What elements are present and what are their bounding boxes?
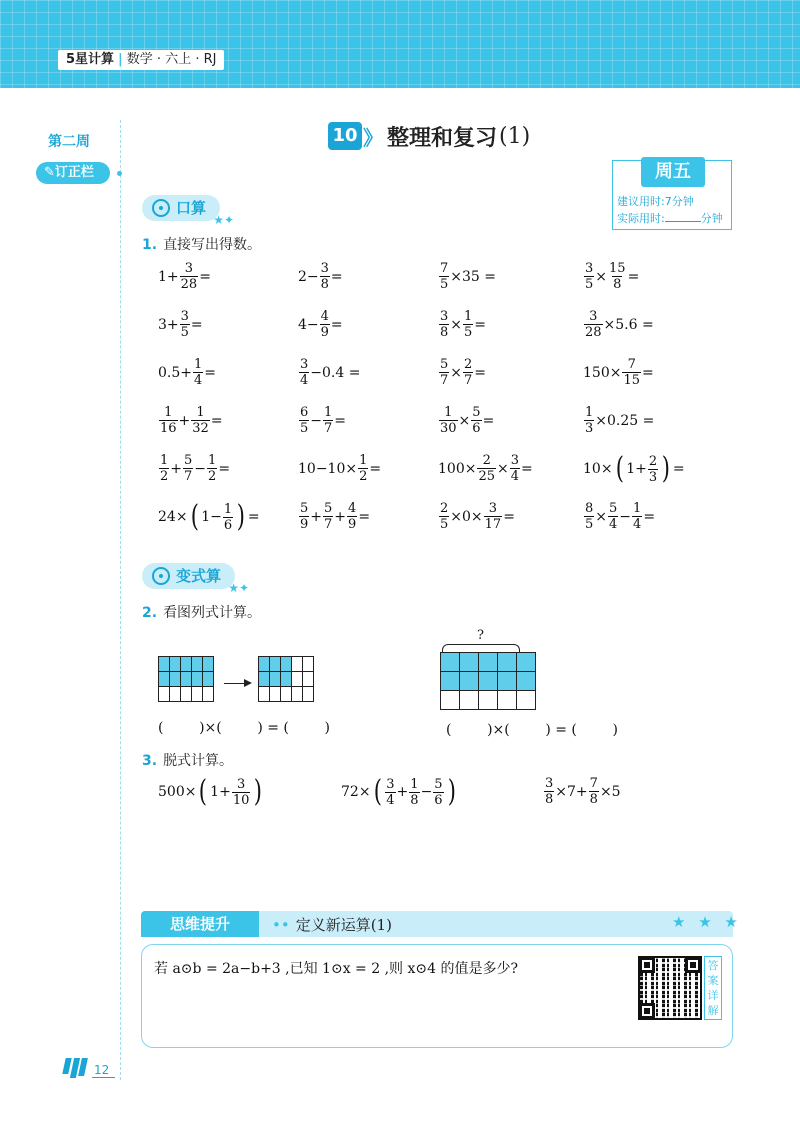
separator: | (118, 52, 123, 67)
problem: $\frac{8}{5}$ × $\frac{5}{4}$ − $\frac{1}{4}$ = (585, 501, 656, 532)
book-label (58, 50, 224, 70)
problem: 3+ $\frac{3}{5}$ = (158, 309, 203, 340)
problem: $\frac{5}{7}$ × $\frac{2}{7}$ = (440, 357, 487, 388)
time-blank[interactable] (665, 212, 701, 222)
expression-1: 500× ( 1+ $\frac{3}{10}$ ) (158, 774, 263, 809)
problem: 4− $\frac{4}{9}$ = (298, 309, 343, 340)
brand: 5星计算 (66, 52, 115, 67)
qr-code-icon[interactable] (638, 956, 702, 1020)
suggested-time: 建议用时:7分钟 (617, 195, 694, 208)
day-label: 周五 (641, 157, 705, 187)
stopwatch-icon (152, 199, 170, 217)
problem: 3 4 −0.4 = (300, 357, 361, 388)
lesson-number: 10 (328, 122, 362, 150)
problem: 150× $\frac{7}{15}$ = (583, 357, 654, 388)
day-panel (612, 160, 732, 230)
lesson-name: 整理和复习 (387, 125, 498, 151)
problem: $\frac{1}{30}$ × $\frac{5}{6}$ = (440, 405, 495, 436)
problem: 10−10× $\frac{1}{2}$ = (298, 453, 382, 484)
problem: $\frac{3}{28}$ ×5.6 = (585, 309, 654, 340)
problem: 5 9 + $\frac{5}{7}$ + $\frac{4}{9}$ = (300, 501, 371, 532)
question-3: 3. 脱式计算。 (142, 753, 234, 769)
problem: $\frac{2}{5}$ ×0× $\frac{3}{17}$ = (440, 501, 515, 532)
problem: $\frac{3}{5}$ × $\frac{15}{8}$ = (585, 261, 640, 292)
problem: 1+ $\frac{3}{28}$ = (158, 261, 211, 292)
arrow-right-icon (224, 683, 250, 684)
problem: 10× ( 1+ $\frac{2}{3}$ ) = (583, 451, 685, 486)
section-oral: 口算 ★✦ (142, 195, 220, 221)
problem: 6 5 − $\frac{1}{7}$ = (300, 405, 347, 436)
books-icon (64, 1058, 86, 1078)
page-number: 12 (64, 1058, 115, 1078)
problem: $\frac{3}{8}$ × $\frac{1}{5}$ = (440, 309, 487, 340)
brace-label: ? (477, 628, 484, 643)
problem: 1 2 + $\frac{5}{7}$ − $\frac{1}{2}$ = (160, 453, 231, 484)
thinking-question: 若 a⊙b = 2a−b+3 ,已知 1⊙x = 2 ,则 x⊙4 的值是多少? (154, 961, 518, 977)
problem: 100× $\frac{2}{25}$ × $\frac{3}{4}$ = (438, 453, 533, 484)
margin-divider (120, 120, 121, 1080)
section-variant: 变式算 ★✦ (142, 563, 235, 589)
problem: 2− $\frac{3}{8}$ = (298, 261, 343, 292)
problem: $\frac{1}{3}$ ×0.25 = (585, 405, 655, 436)
grid-figure-2 (258, 656, 314, 702)
star-rating: ★ ★ ★ (672, 913, 742, 931)
question-1: 1. 直接写出得数。 (142, 237, 262, 253)
expression-3: $\frac{3}{8}$ ×7+ $\frac{7}{8}$ ×5 (545, 776, 621, 807)
star-icon: ★✦ (213, 213, 235, 227)
grid-figure-1 (158, 656, 214, 702)
expression-2: 72× ( 3 4 + $\frac{1}{8}$ − $\frac{5}{6}$ ) (341, 774, 456, 809)
target-icon (152, 567, 170, 585)
problem: 24× ( 1− $\frac{1}{6}$ ) = (158, 499, 260, 534)
actual-time: 实际用时: 分钟 (617, 212, 723, 225)
lesson-part: (1) (499, 123, 531, 149)
lesson-title (328, 120, 530, 152)
header-banner (0, 0, 800, 88)
grid-figure-3 (440, 652, 536, 710)
thinking-subtitle: •• 定义新运算(1) (272, 916, 392, 934)
problem: 0.5+ $\frac{1}{4}$ = (158, 357, 217, 388)
problem: $\frac{7}{5}$ ×35 = (440, 261, 497, 292)
star-icon: ★✦ (228, 581, 250, 595)
correction-tag: ✎订正栏 (36, 162, 110, 184)
thinking-tag: 思维提升 (141, 911, 259, 937)
week-label: 第二周 (48, 134, 90, 150)
chevron-right-icon: 》 (363, 125, 383, 150)
answer-blank-right[interactable]: ( )×( ) = ( ) (446, 722, 618, 738)
question-2: 2. 看图列式计算。 (142, 605, 262, 621)
answer-blank-left[interactable]: ( )×( ) = ( ) (158, 720, 330, 736)
problem: 1 16 + $\frac{1}{32}$ = (160, 405, 223, 436)
subject: 数学 · 六上 · RJ (126, 52, 217, 67)
answer-detail-label: 答案详解 (704, 956, 722, 1020)
brace (442, 644, 520, 652)
